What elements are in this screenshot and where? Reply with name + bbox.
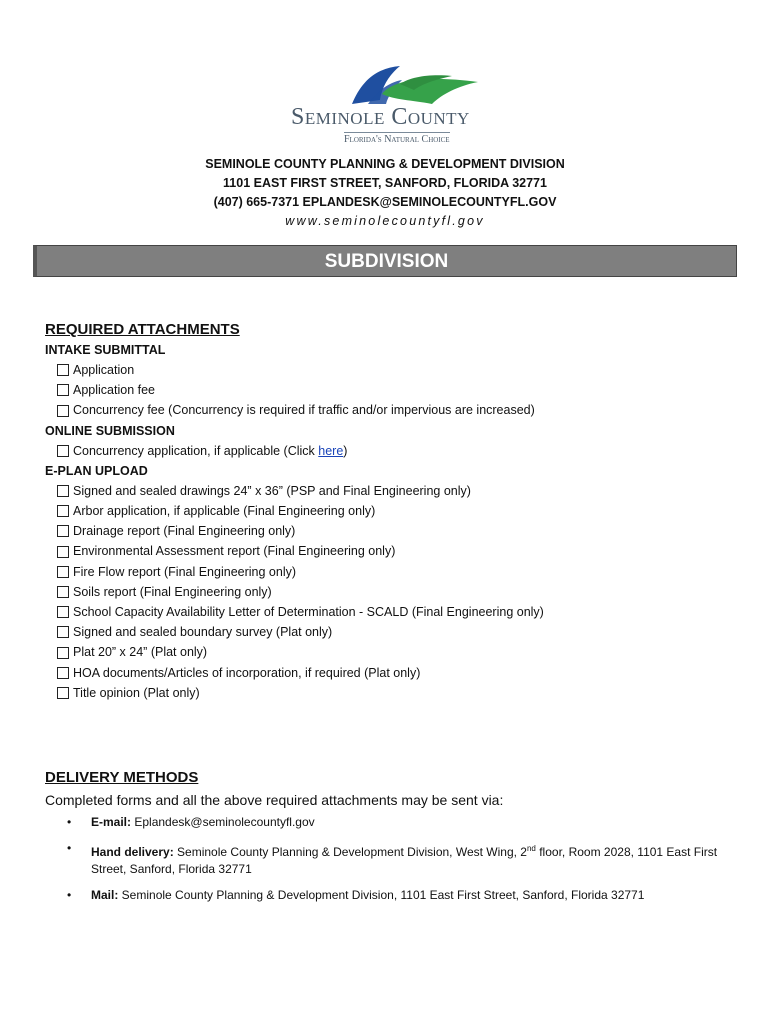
delivery-item-hand: • Hand delivery: Seminole County Planning & Development Division, West Wing, 2nd floor, Room 2028, 1101 East First Street, Sanford, Florida 32771 — [67, 841, 721, 876]
delivery-intro: Completed forms and all the above required attachments may be sent via: — [45, 792, 504, 808]
online-checklist — [45, 441, 735, 461]
checkbox[interactable] — [57, 687, 69, 699]
checklist-item: Application fee — [57, 380, 735, 400]
header-address: 1101 EAST FIRST STREET, SANFORD, FLORIDA 32771 — [223, 176, 547, 190]
delivery-methods-heading: DELIVERY METHODS — [45, 769, 199, 786]
checklist-item: HOA documents/Articles of incorporation, if required (Plat only) — [57, 663, 735, 683]
checkbox[interactable] — [57, 405, 69, 417]
checkbox[interactable] — [57, 384, 69, 396]
checkbox[interactable] — [57, 505, 69, 517]
checklist-item: Fire Flow report (Final Engineering only) — [57, 562, 735, 582]
logo-wordmark: Seminole County — [291, 104, 470, 130]
checklist-item: School Capacity Availability Letter of Determination - SCALD (Final Engineering only) — [57, 602, 735, 622]
delivery-item-email: • E-mail: Eplandesk@seminolecountyfl.gov — [67, 815, 315, 829]
checklist-item: Concurrency application, if applicable (Click here ) — [57, 441, 735, 461]
checklist-item: Plat 20” x 24” (Plat only) — [57, 642, 735, 662]
delivery-list — [45, 814, 725, 904]
checklist-item: Signed and sealed drawings 24” x 36” (PSP and Final Engineering only) — [57, 481, 735, 501]
here-link[interactable]: here — [318, 443, 344, 458]
header-division-name: SEMINOLE COUNTY PLANNING & DEVELOPMENT DIVISION — [205, 157, 565, 171]
checklist-item: Environmental Assessment report (Final Engineering only) — [57, 541, 735, 561]
checklist-item: Signed and sealed boundary survey (Plat only) — [57, 622, 735, 642]
checkbox[interactable] — [57, 525, 69, 537]
required-attachments-heading: REQUIRED ATTACHMENTS — [45, 321, 240, 338]
checkbox[interactable] — [57, 667, 69, 679]
checkbox[interactable] — [57, 586, 69, 598]
delivery-methods-section — [45, 768, 725, 913]
form-title-bar: SUBDIVISION — [33, 245, 737, 277]
logo-mark-icon — [282, 60, 492, 110]
seminole-county-logo — [282, 60, 492, 150]
checkbox[interactable] — [57, 445, 69, 457]
checklist-item: Arbor application, if applicable (Final Engineering only) — [57, 501, 735, 521]
header-contact: (407) 665-7371 EPLANDESK@SEMINOLECOUNTYFL.GOV — [213, 195, 557, 209]
logo-tagline: Florida's Natural Choice — [344, 134, 450, 145]
online-submission-heading: ONLINE SUBMISSION — [45, 423, 175, 438]
bullet-icon: • — [67, 888, 72, 902]
bullet-icon: • — [67, 841, 72, 855]
eplan-upload-heading: E-PLAN UPLOAD — [45, 463, 148, 478]
required-attachments-section — [45, 320, 735, 703]
checklist-item: Application — [57, 360, 735, 380]
division-header — [0, 155, 770, 231]
checkbox[interactable] — [57, 546, 69, 558]
checklist-item: Drainage report (Final Engineering only) — [57, 521, 735, 541]
checkbox[interactable] — [57, 647, 69, 659]
intake-checklist — [45, 360, 735, 421]
checkbox[interactable] — [57, 566, 69, 578]
checkbox[interactable] — [57, 364, 69, 376]
checkbox[interactable] — [57, 606, 69, 618]
checkbox[interactable] — [57, 626, 69, 638]
intake-submittal-heading: INTAKE SUBMITTAL — [45, 343, 166, 357]
delivery-item-mail: • Mail: Seminole County Planning & Development Division, 1101 East First Street, Sanford, Florida 32771 — [67, 888, 645, 902]
bullet-icon: • — [67, 815, 72, 829]
checklist-item: Title opinion (Plat only) — [57, 683, 735, 703]
eplan-checklist — [45, 481, 735, 703]
checkbox[interactable] — [57, 485, 69, 497]
checklist-item: Soils report (Final Engineering only) — [57, 582, 735, 602]
checklist-item: Concurrency fee (Concurrency is required if traffic and/or impervious are increased) — [57, 400, 735, 420]
header-website: www.seminolecountyfl.gov — [285, 214, 485, 228]
